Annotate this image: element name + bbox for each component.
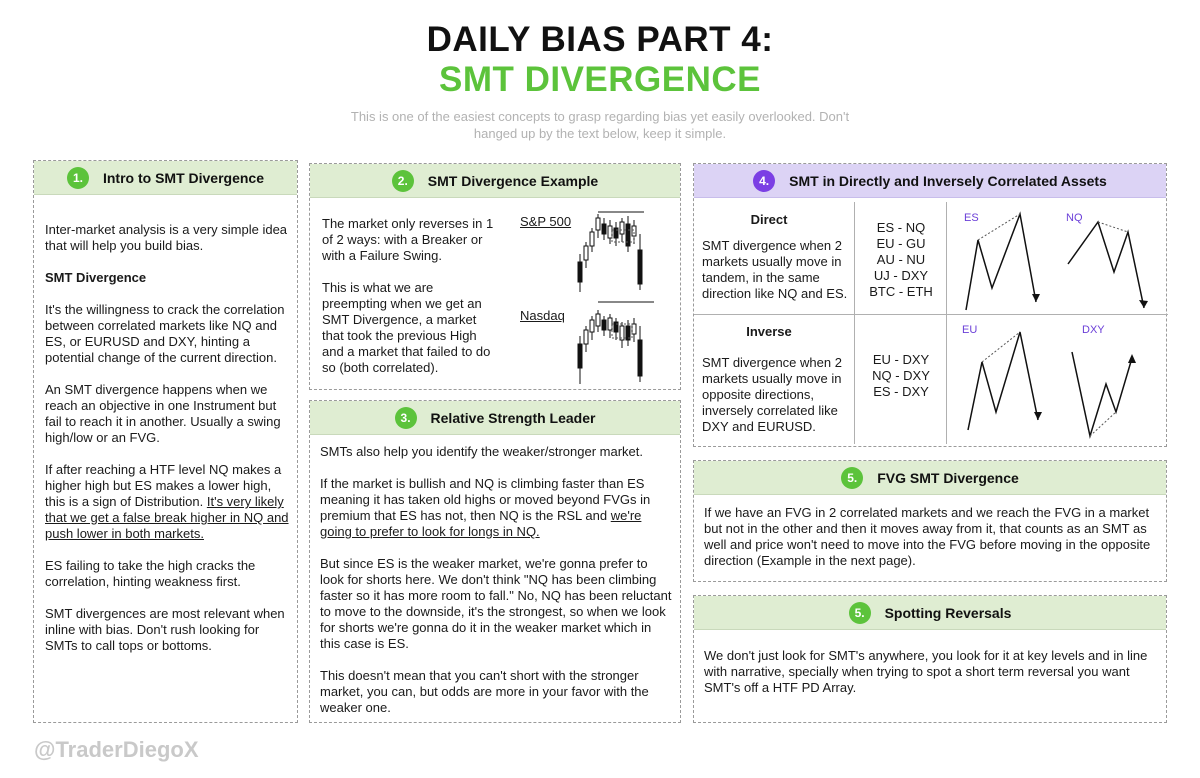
- pair-item: EU - DXY: [872, 352, 930, 367]
- card-header: [694, 461, 1166, 495]
- pair-item: BTC - ETH: [869, 284, 933, 299]
- nasdaq-candle-chart: [572, 296, 662, 386]
- page-subtitle: SMT DIVERGENCE: [438, 60, 762, 99]
- card-title: SMT Divergence Example: [427, 172, 599, 189]
- card-number-badge: 4.: [753, 170, 775, 192]
- card-title: FVG SMT Divergence: [877, 469, 1019, 486]
- card-title: Intro to SMT Divergence: [102, 169, 265, 186]
- chart-label-nq: NQ: [1066, 212, 1083, 224]
- paragraph: This is what we are preempting when we get an SMT Divergence, a market that took the previous High and a market that failed to do so (both correlated).: [322, 280, 491, 375]
- author-watermark: @TraderDiegoX: [34, 737, 199, 762]
- card-body: [322, 216, 500, 376]
- page-title: DAILY BIAS PART 4:: [426, 20, 774, 59]
- paragraph: [320, 476, 674, 540]
- pair-item: ES - DXY: [873, 384, 929, 399]
- inverse-heading: Inverse: [746, 324, 792, 339]
- card-title: Spotting Reversals: [884, 604, 1012, 621]
- pair-item: UJ - DXY: [873, 268, 929, 283]
- sp500-candle-chart: [572, 204, 662, 294]
- chart-label-sp500: S&P 500: [520, 214, 572, 229]
- direct-description: SMT divergence when 2 markets usually move in tandem, in the same direction like NQ and ES.: [702, 238, 848, 301]
- paragraph: This doesn't mean that you can't short with the stronger market, you can, but odds are more in your favor with the weaker one.: [320, 668, 649, 715]
- paragraph: Inter-market analysis is a very simple idea that will help you build bias.: [45, 222, 288, 253]
- chart-label-nasdaq: Nasdaq: [520, 308, 565, 323]
- divider-horizontal: [694, 314, 1168, 315]
- inverse-description: SMT divergence when 2 markets usually move in opposite directions, inversely correlated like DXY and EURUSD.: [702, 355, 842, 434]
- card-number-badge: 2.: [392, 170, 414, 192]
- card-header: [34, 161, 297, 195]
- card-intro-smt: [33, 160, 298, 723]
- chart-label-es: ES: [964, 212, 979, 224]
- paragraph-heading: SMT Divergence: [45, 270, 147, 285]
- card-title: SMT in Directly and Inversely Correlated Assets: [789, 172, 1107, 189]
- card-body: If we have an FVG in 2 correlated markets and we reach the FVG in a market but not in the other and then it moves away from it, that counts as an SMT as well and price won't need to move into the FVG before moving in the opposite direction (Example in the next page).: [704, 505, 1151, 568]
- card-header: [310, 401, 680, 435]
- pair-item: AU - NU: [876, 252, 926, 267]
- card-spotting-reversals: [693, 595, 1167, 723]
- pair-item: NQ - DXY: [872, 368, 930, 383]
- text-span: If after reaching a HTF level NQ makes a higher high but ES makes a lower high, this is a sign of Distribution.: [45, 462, 282, 509]
- card-relative-strength: [309, 400, 681, 723]
- underlined-text: we're going to prefer to look for longs in NQ.: [320, 508, 642, 539]
- direct-divergence-diagram: [956, 206, 1166, 314]
- paragraph: SMTs also help you identify the weaker/stronger market.: [320, 444, 643, 459]
- paragraph: SMT divergences are most relevant when inline with bias. Don't rush looking for SMTs to call tops or bottoms.: [45, 606, 285, 653]
- chart-label-dxy: DXY: [1082, 324, 1105, 336]
- paragraph: [45, 462, 291, 542]
- card-body: We don't just look for SMT's anywhere, you look for it at key levels and in line with narrative, specially when trying to spot a short term reversal you want SMT's off a HTF PD Array.: [704, 648, 1148, 695]
- card-fvg-smt: [693, 460, 1167, 582]
- card-body: [45, 222, 291, 654]
- card-number-badge: 1.: [67, 167, 89, 189]
- card-body: [320, 444, 674, 716]
- card-title: Relative Strength Leader: [430, 409, 596, 426]
- paragraph: The market only reverses in 1 of 2 ways: with a Breaker or with a Failure Swing.: [322, 216, 494, 263]
- intro-text: This is one of the easiest concepts to grasp regarding bias yet easily overlooked. Don't hanged up by the text below, keep it simple.: [350, 109, 850, 141]
- card-correlated-assets: [693, 163, 1167, 447]
- card-number-badge: 3.: [395, 407, 417, 429]
- chart-label-eu: EU: [962, 324, 978, 336]
- text-span: If the market is bullish and NQ is climbing faster than ES meaning it has taken old highs or moved beyond FVGs in premium that ES has not, then NQ is the RSL and: [320, 476, 651, 523]
- card-header: [694, 164, 1166, 198]
- paragraph: But since ES is the weaker market, we're gonna prefer to look for shorts here. We don't think "NQ has been climbing faster so it has more room to fall." No, NQ has been reluctant to move to the downside, it's the strongest, so when we look for shorts we're gonna do it in the weaker market which in this case is ES.: [320, 556, 672, 651]
- underlined-text: It's very likely that we get a false break higher in NQ and push lower in both markets.: [45, 494, 289, 541]
- paragraph: It's the willingness to crack the correlation between correlated markets like NQ and ES, or EURUSD and DXY, hinting a potential change of the current direction.: [45, 302, 285, 365]
- direct-heading: Direct: [750, 212, 788, 227]
- card-header: [694, 596, 1166, 630]
- divider-vertical: [854, 202, 855, 444]
- inverse-divergence-diagram: [956, 320, 1166, 440]
- direct-pairs-list: [856, 220, 946, 300]
- card-number-badge: 5.: [849, 602, 871, 624]
- pair-item: ES - NQ: [876, 220, 926, 235]
- pair-item: EU - GU: [876, 236, 926, 251]
- card-number-badge: 5.: [841, 467, 863, 489]
- inverse-pairs-list: [856, 352, 946, 400]
- card-header: [310, 164, 680, 198]
- paragraph: An SMT divergence happens when we reach an objective in one Instrument but fail to reach it in another. Usually a swing high/low or an FVG.: [45, 382, 281, 445]
- card-smt-example: [309, 163, 681, 390]
- divider-vertical: [946, 202, 947, 444]
- paragraph: ES failing to take the high cracks the correlation, hinting weakness first.: [45, 558, 256, 589]
